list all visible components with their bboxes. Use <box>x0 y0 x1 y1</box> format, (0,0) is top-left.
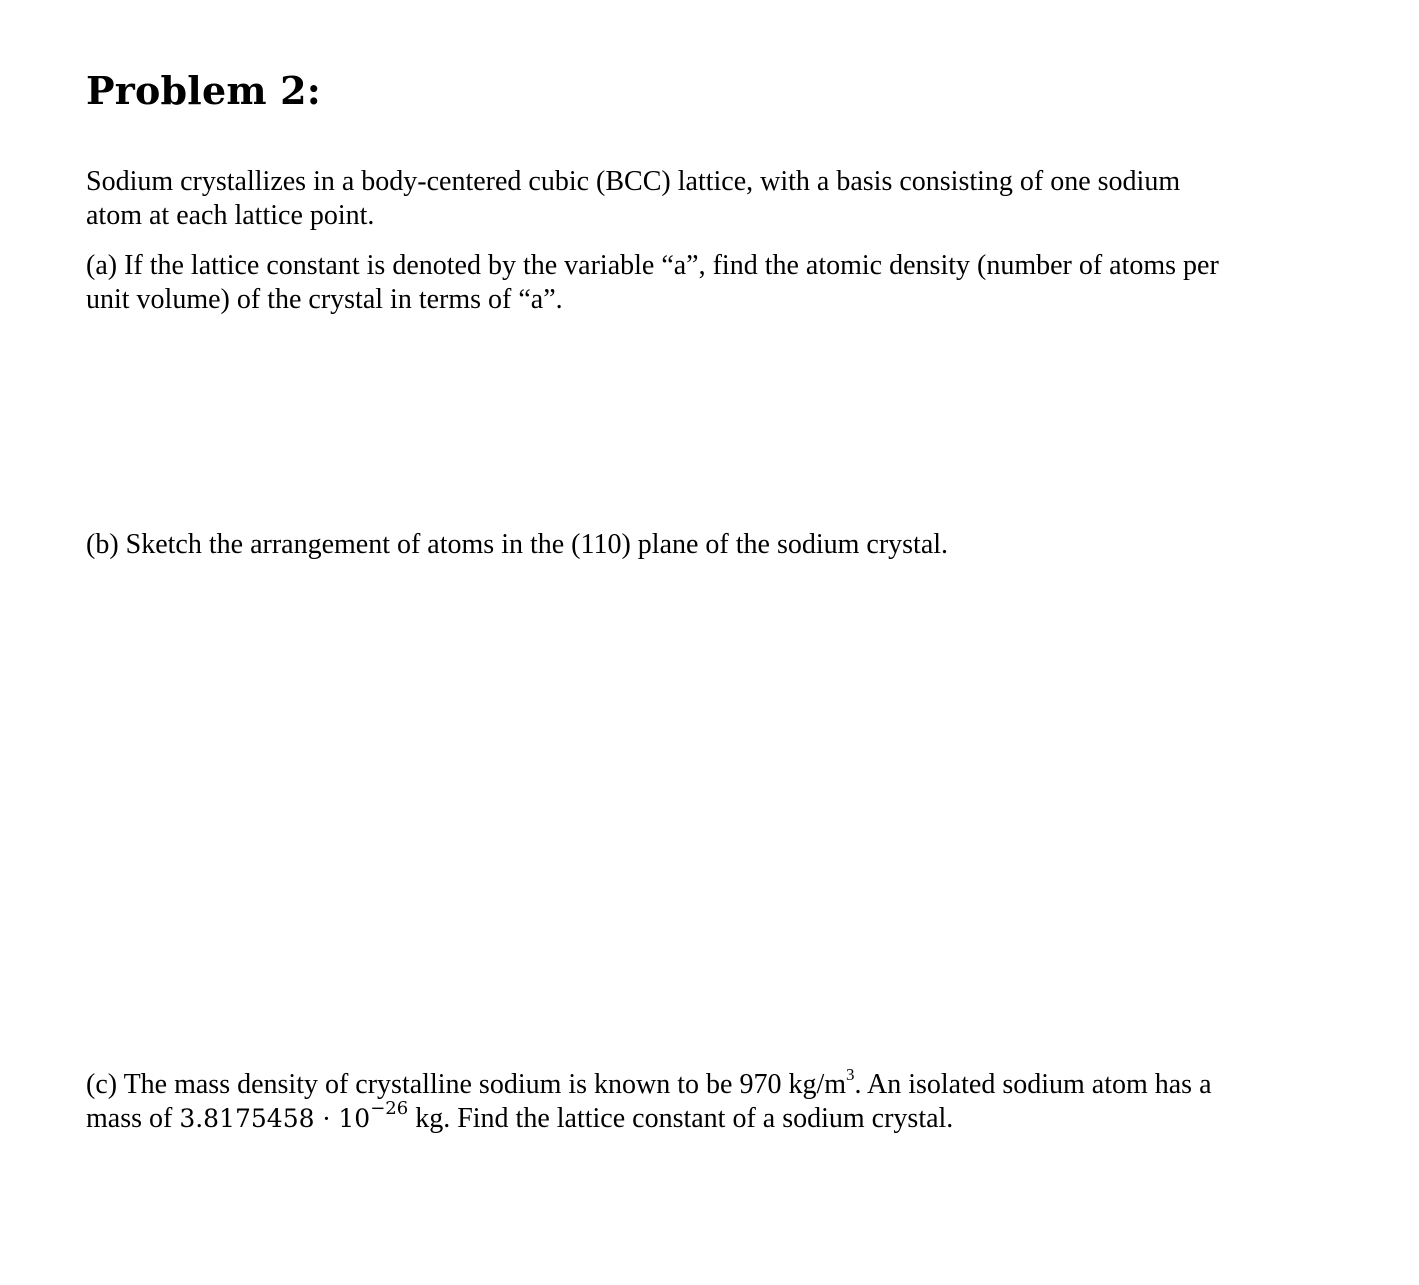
part-c-line-1 <box>86 1065 1326 1102</box>
part-b-line-1: (b) Sketch the arrangement of atoms in the (110) plane of the sodium crystal. <box>86 529 949 560</box>
part-a-line-2: unit volume) of the crystal in terms of “a”. <box>86 284 563 315</box>
density-unit-exponent: 3 <box>846 1065 855 1084</box>
atom-mass-value: 3.8175458 · 10 <box>179 1104 371 1133</box>
part-c-line-1-text: (c) The mass density of crystalline sodium is known to be 970 kg/m <box>86 1069 847 1100</box>
part-c-line-1-tail: . An isolated sodium atom has a <box>854 1069 1212 1100</box>
intro-line-2: atom at each lattice point. <box>86 200 375 231</box>
atom-mass-exponent: −26 <box>370 1098 409 1119</box>
part-c-line-2-text: mass of <box>86 1103 180 1134</box>
part-c-line-2 <box>86 1098 1326 1136</box>
intro-paragraph <box>86 165 1326 233</box>
problem-title: Problem 2: <box>86 68 322 113</box>
part-a-question <box>86 249 1326 317</box>
part-c-question <box>86 1065 1326 1136</box>
part-c-line-2-tail: kg. Find the lattice constant of a sodium crystal. <box>408 1103 954 1134</box>
part-b-question <box>86 528 1326 562</box>
intro-line-1: Sodium crystallizes in a body-centered cubic (BCC) lattice, with a basis consisting of one sodium <box>86 166 1181 197</box>
part-a-line-1: (a) If the lattice constant is denoted by the variable “a”, find the atomic density (number of atoms per <box>86 250 1219 281</box>
